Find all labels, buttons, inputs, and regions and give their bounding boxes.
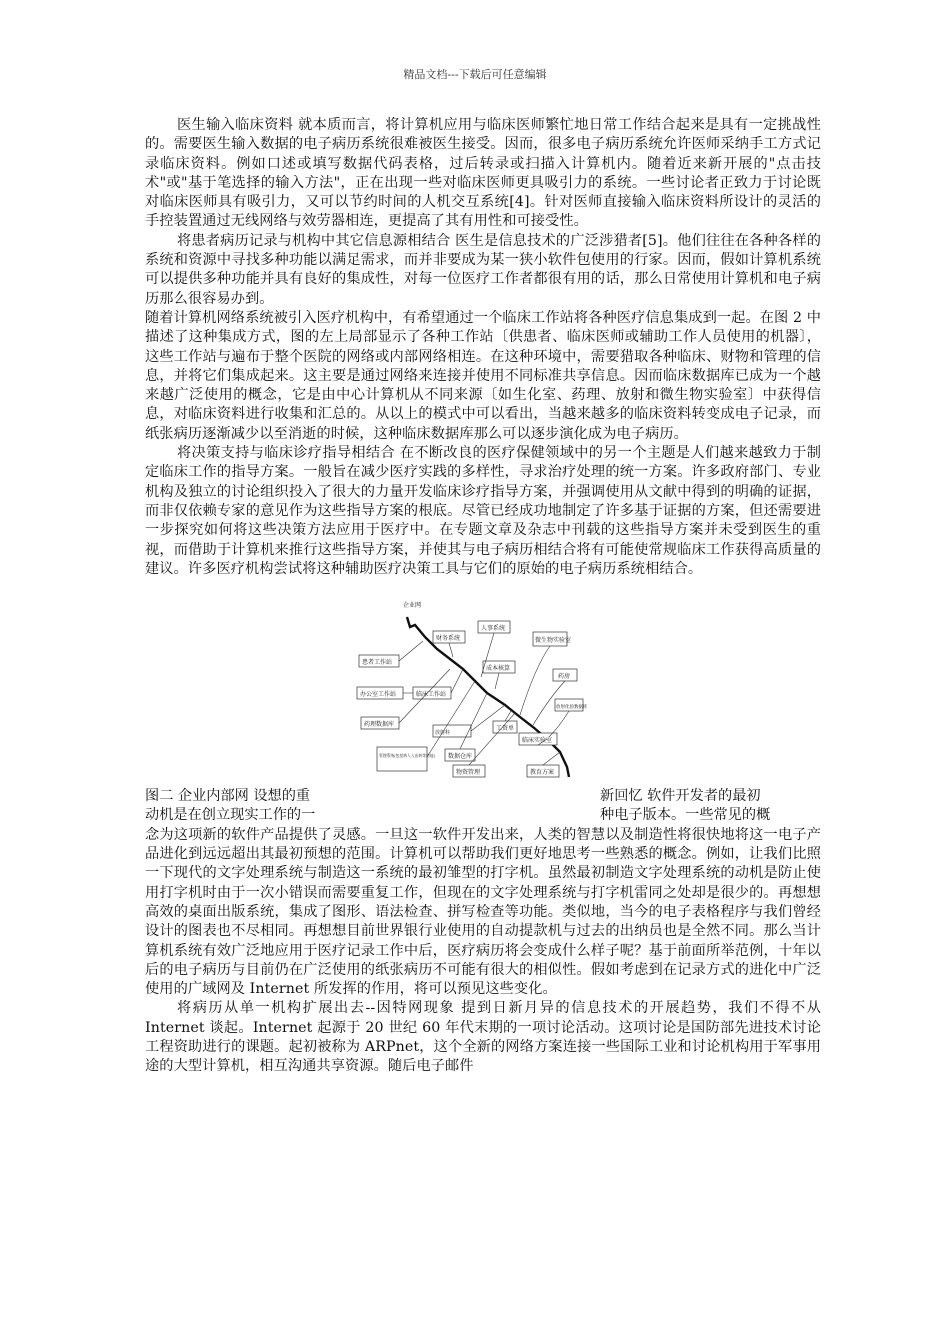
caption-left-line: 图二 企业内部网 设想的重 xyxy=(145,788,311,805)
svg-text:工资单: 工资单 xyxy=(496,725,515,733)
page-header: 精品文档---下载后可任意编辑 xyxy=(403,68,547,81)
svg-text:人事系统: 人事系统 xyxy=(481,625,506,633)
svg-text:放射科: 放射科 xyxy=(435,730,451,737)
svg-text:药房: 药房 xyxy=(558,673,571,681)
svg-text:教育方案: 教育方案 xyxy=(530,769,555,777)
caption-right xyxy=(600,787,821,826)
caption-left xyxy=(145,787,363,826)
paragraph: 将决策支持与临床诊疗指导相结合 在不断改良的医疗保健领域中的另一个主题是人们越来越致力于制定临床工作的指导方案。一般旨在减少医疗实践的多样性，寻求治疗处理的统一方案。许多政府部门、专业机构及独立的讨论组织投入了很大的力量开发临床诊疗指导方案，并强调使用从文献中得到的明确的证据，而非仅依赖专家的意见作为这些指导方案的根底。尽管已经成功地制定了许多基于证据的方案，但还需要进一步探究如何将这些决策方法应用于医疗中。在专题文章及杂志中刊载的这些指导方案并未受到医生的重视，而借助于计算机来推行这些指导方案，并使其与电子病历相结合将有可能使常规临床工作获得高质量的建议。许多医疗机构尝试将这种辅助医疗决策工具与它们的原始的电子病历系统相结合。 xyxy=(145,445,821,577)
svg-text:放射化验数据库: 放射化验数据库 xyxy=(556,705,588,711)
paragraph: 将病历从单一机构扩展出去--因特网现象 提到日新月异的信息技术的开展趋势，我们不得不从 Internet 谈起。Internet 起源于 20 世纪 60 年代末期的一项讨论活动。这项讨论是国防部先进技术讨论工程资助进行的课题。起初被称为 ARPnet，这个全新的网络方案连接一些国际工业和讨论机构用于军事用途的大型计算机，相互沟通共享资源。随后电子邮件 xyxy=(145,1000,821,1075)
document-body xyxy=(145,116,821,1077)
paragraph: 随着计算机网络系统被引入医疗机构中，有希望通过一个临床工作站将各种医疗信息集成到一起。在图 2 中描述了这种集成方式，图的左上局部显示了各种工作站〔供患者、临床医师或辅助工作人员使用的机器〕，这些工作站与遍布于整个医院的网络或内部网络相连。在这种环境中，需要猎取各种临床、财物和管理的信息，并将它们集成起来。这主要是通过网络来连接并使用不同标准共享信息。因而临床数据库已成为一个越来越广泛使用的概念，它是由中心计算机从不同来源〔如生化室、药理、放射和微生物实验室〕中获得信息，对临床资料进行收集和汇总的。从以上的模式中可以看出，当越来越多的临床资料转变成电子记录，而纸张病历逐渐减少以至消逝的时候，这种临床数据库那么可以逐步演化成为电子病历。 xyxy=(145,309,821,442)
svg-text:成本核算: 成本核算 xyxy=(486,665,511,673)
svg-text:微生物实验室: 微生物实验室 xyxy=(535,637,572,645)
svg-text:物资管理: 物资管理 xyxy=(456,769,481,777)
svg-text:财务系统: 财务系统 xyxy=(436,635,461,643)
network-label: 企业网 xyxy=(403,602,422,610)
paragraph: 将患者病历记录与机构中其它信息源相结合 医生是信息技术的广泛涉猎者[5]。他们往往在各种各样的系统和资源中寻找多种功能以满足需求，而并非要成为某一狭小软件包使用的行家。因而，假如计算机系统可以提供多种功能并具有良好的集成性，对每一位医疗工作者都很有用的话，那么日常使用计算机和电子病历那么很容易办到。 xyxy=(145,232,821,307)
figure-caption-row xyxy=(145,787,821,826)
intranet-diagram xyxy=(355,597,605,782)
caption-right-line: 新回忆 软件开发者的最初 xyxy=(600,788,761,805)
svg-text:管理系统(包括病人入出转等功能): 管理系统(包括病人入出转等功能) xyxy=(379,753,436,759)
paragraph: 念为这项新的软件产品提供了灵感。一旦这一软件开发出来，人类的智慧以及制造性将很快地将这一电子产品进化到远远超出其最初预想的范围。计算机可以帮助我们更好地思考一些熟悉的概念。例如，让我们比照一下现代的文字处理系统与制造这一系统的最初雏型的打字机。虽然最初制造文字处理系统的动机是防止使用打字机时由于一次小错误而需要重复工作，但现在的文字处理系统与打字机雷同之处却是很少的。再想想高效的桌面出版系统，集成了图形、语法检查、拼写检查等功能。类似地，当今的电子表格程序与我们曾经设计的图表也不尽相同。再想想目前世界银行业使用的自动提款机与过去的出纳员也是全然不同。那么当计算机系统有效广泛地应用于医疗记录工作中后，医疗病历将会变成什么样子呢？基于前面所举范例，十年以后的电子病历与目前仍在广泛使用的纸张病历不可能有很大的相似性。假如考虑到在记录方式的进化中广泛使用的广域网及 Internet 所发挥的作用，将可以预见这些变化。 xyxy=(145,826,821,998)
caption-right-line: 种电子版本。一些常见的概 xyxy=(600,807,771,824)
figure-area xyxy=(145,597,821,787)
svg-text:药理数据库: 药理数据库 xyxy=(364,721,395,729)
svg-text:患者工作站: 患者工作站 xyxy=(362,659,393,667)
svg-text:临床实验室: 临床实验室 xyxy=(522,737,553,745)
mgmt-box xyxy=(377,747,427,771)
paragraph: 医生输入临床资料 就本质而言，将计算机应用与临床医师繁忙地日常工作结合起来是具有一定挑战性的。需要医生输入数据的电子病历系统很难被医生接受。因而，很多电子病历系统允许医师采纳手工方式记录临床资料。例如口述或填写数据代码表格，过后转录或扫描入计算机内。随着近来新开展的"点击技术"或"基于笔选择的输入方法"，正在出现一些对临床医师更具吸引力的系统。一些讨论者正致力于讨论既对临床医师具有吸引力，又可以节约时间的人机交互系统[4]。针对医师直接输入临床资料所设计的灵活的手控装置通过无线网络与效劳器相连，更提高了其有用性和可接受性。 xyxy=(145,117,821,230)
svg-text:数据仓库: 数据仓库 xyxy=(448,753,473,761)
svg-text:办公室工作站: 办公室工作站 xyxy=(360,691,397,699)
svg-text:临床工作站: 临床工作站 xyxy=(416,691,447,699)
caption-left-line: 动机是在创立现实工作的一 xyxy=(145,807,316,824)
